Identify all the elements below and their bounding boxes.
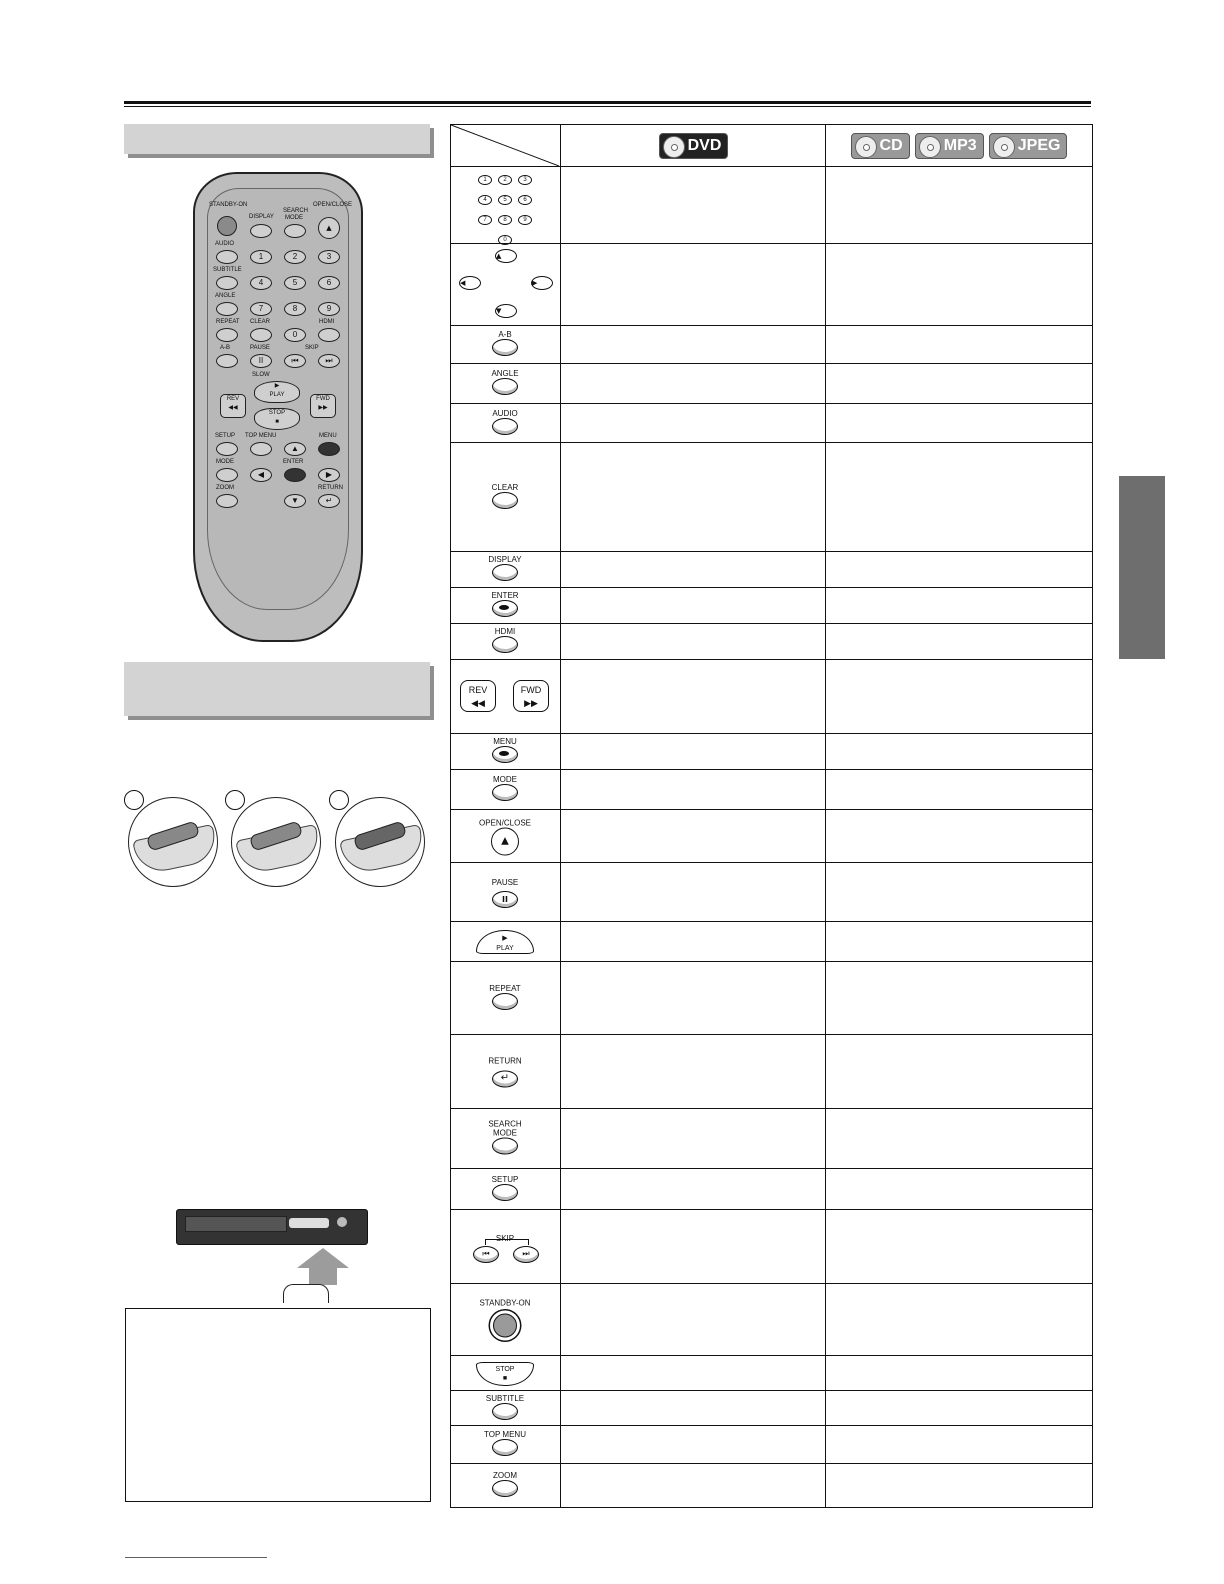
remote-label: PAUSE <box>250 345 270 351</box>
battery-step-illustration <box>335 797 425 887</box>
remote-key <box>216 328 238 342</box>
remote-label: A-B <box>220 345 231 351</box>
remote-label: ZOOM <box>216 485 234 491</box>
hdmi-button-icon <box>492 636 518 653</box>
remote-stop-key: STOP ■ <box>254 408 300 430</box>
mp3-badge <box>915 133 984 159</box>
remote-key <box>216 354 238 368</box>
remote-label: AUDIO <box>215 241 235 247</box>
display-label: DISPLAY <box>488 555 522 564</box>
remote-key: ↵ <box>318 494 340 508</box>
button-cell <box>451 922 559 962</box>
num-1: 1 <box>478 175 492 185</box>
remote-label: RETURN <box>318 485 343 491</box>
remote-label: PLAY <box>269 392 285 398</box>
remote-label: STOP <box>268 410 286 416</box>
button-cell <box>451 1210 559 1284</box>
remote-key: ▶ <box>318 468 340 482</box>
remote-key <box>216 302 238 316</box>
pause-label: PAUSE <box>491 877 519 887</box>
section-header-box <box>124 662 430 716</box>
clear-button-icon <box>492 492 518 509</box>
search-mode-label: MODE <box>493 1128 517 1138</box>
table-row <box>451 587 1092 624</box>
enter-button-icon <box>492 600 518 617</box>
remote-key <box>284 224 306 238</box>
repeat-button-icon <box>492 993 518 1010</box>
table-header-row <box>451 125 1092 166</box>
player-illustration <box>176 1209 368 1245</box>
button-cell <box>451 443 559 552</box>
table-row <box>451 325 1092 364</box>
button-cell <box>451 734 559 770</box>
skip-label: SKIP <box>495 1234 515 1243</box>
button-cell <box>451 770 559 810</box>
remote-key: ⏭ <box>318 354 340 368</box>
remote-key: ▼ <box>284 494 306 508</box>
remote-key <box>216 494 238 508</box>
num-6: 6 <box>518 195 532 205</box>
button-cell <box>451 660 559 734</box>
button-cell <box>451 810 559 863</box>
hdmi-label: HDMI <box>494 627 516 636</box>
remote-label: TOP MENU <box>245 433 277 439</box>
play-label: PLAY <box>496 945 514 952</box>
number-buttons-icon <box>451 166 559 246</box>
remote-label: SKIP <box>305 345 319 351</box>
pause-icon: II <box>492 891 518 908</box>
remote-label: REV <box>226 396 240 402</box>
cursor-down-icon: ▼ <box>495 304 517 318</box>
button-cell <box>451 588 559 624</box>
signal-arrow-stem <box>309 1267 337 1285</box>
fwd-button-icon: FWD ▶▶ <box>513 680 549 712</box>
jpeg-badge <box>989 133 1068 159</box>
remote-key <box>250 224 272 238</box>
table-row <box>451 733 1092 770</box>
disc-icon <box>663 136 685 158</box>
button-cell <box>451 167 559 244</box>
remote-label: HDMI <box>319 319 335 325</box>
table-row <box>451 551 1092 588</box>
remote-label: DISPLAY <box>249 214 274 220</box>
angle-button-icon <box>492 378 518 395</box>
button-cell <box>451 404 559 443</box>
num-2: 2 <box>498 175 512 185</box>
table-row <box>451 442 1092 552</box>
button-table <box>450 124 1093 1508</box>
stop-button-icon: STOP ■ <box>476 1362 534 1386</box>
zoom-label: ZOOM <box>493 1471 517 1480</box>
table-row <box>451 623 1092 660</box>
table-row <box>451 363 1092 404</box>
top-rule <box>124 101 1091 104</box>
menu-button-icon <box>492 746 518 763</box>
remote-key <box>216 276 238 290</box>
remote-key-4: 4 <box>250 276 272 290</box>
button-cell <box>451 1035 559 1109</box>
top-rule-thin <box>124 106 1091 107</box>
num-5: 5 <box>498 195 512 205</box>
eject-icon: ▲ <box>491 827 519 855</box>
remote-key <box>250 442 272 456</box>
table-row <box>451 1034 1092 1109</box>
button-cell <box>451 1284 559 1356</box>
cursor-left-icon: ◀ <box>459 276 481 290</box>
remote-key <box>318 328 340 342</box>
remote-key <box>250 328 272 342</box>
remote-key-0: 0 <box>284 328 306 342</box>
power-button-icon <box>493 1314 517 1338</box>
table-row <box>451 961 1092 1035</box>
mode-label: MODE <box>493 775 517 784</box>
table-row <box>451 1168 1092 1210</box>
remote-key <box>216 442 238 456</box>
remote-key <box>318 442 340 456</box>
button-cell <box>451 1169 559 1210</box>
note-box <box>125 1308 431 1502</box>
table-row <box>451 1108 1092 1169</box>
footer-link-line <box>125 1557 267 1558</box>
remote-key-2: 2 <box>284 250 306 264</box>
remote-key-1: 1 <box>250 250 272 264</box>
skip-bracket <box>485 1239 529 1245</box>
remote-label: STANDBY-ON <box>209 202 248 208</box>
disc-icon <box>919 136 941 158</box>
table-row <box>451 809 1092 863</box>
table-row <box>451 862 1092 922</box>
remote-label: ENTER <box>283 459 304 465</box>
jpeg-badge-label: JPEG <box>1017 136 1061 154</box>
button-cell <box>451 364 559 404</box>
search-label: SEARCH <box>488 1119 522 1129</box>
table-row <box>451 1283 1092 1356</box>
num-9: 9 <box>518 215 532 225</box>
remote-label: FWD <box>316 396 330 402</box>
remote-label: MENU <box>319 433 337 439</box>
num-7: 7 <box>478 215 492 225</box>
ab-button-icon <box>492 339 518 356</box>
remote-tip-illustration <box>283 1284 329 1303</box>
subtitle-button-icon <box>492 1403 518 1420</box>
table-row <box>451 1390 1092 1426</box>
remote-key-5: 5 <box>284 276 306 290</box>
step-marker <box>225 790 245 810</box>
remote-label: OPEN/CLOSE <box>313 202 353 208</box>
num-0: 0 <box>498 235 512 245</box>
remote-key-9: 9 <box>318 302 340 316</box>
remote-key: II <box>250 354 272 368</box>
remote-label: MODE <box>216 459 234 465</box>
remote-label: SLOW <box>252 372 270 378</box>
table-row <box>451 1209 1092 1284</box>
button-cell <box>451 244 559 326</box>
side-tab <box>1119 476 1165 659</box>
return-label: RETURN <box>488 1056 522 1066</box>
search-mode-button-icon <box>492 1138 518 1155</box>
button-cell <box>451 624 559 660</box>
remote-label: REPEAT <box>216 319 240 325</box>
header-corner-cell <box>451 125 559 166</box>
num-4: 4 <box>478 195 492 205</box>
audio-label: AUDIO <box>492 408 518 418</box>
signal-arrow <box>297 1248 349 1268</box>
remote-key-7: 7 <box>250 302 272 316</box>
table-row <box>451 921 1092 962</box>
display-button-icon <box>492 564 518 581</box>
fwd-label: FWD <box>520 685 542 695</box>
remote-standby-key <box>217 216 237 236</box>
setup-button-icon <box>492 1184 518 1201</box>
audio-button-icon <box>492 418 518 435</box>
remote-rev-key: REV ◀◀ <box>220 394 246 418</box>
remote-label: ANGLE <box>215 293 236 299</box>
remote-key-6: 6 <box>318 276 340 290</box>
table-row <box>451 243 1092 326</box>
cd-badge <box>851 133 910 159</box>
remote-label: SEARCH MODE <box>283 208 309 221</box>
table-row <box>451 166 1092 244</box>
remote-key: ⏮ <box>284 354 306 368</box>
remote-key: ◀ <box>250 468 272 482</box>
table-row <box>451 1463 1092 1508</box>
table-row <box>451 659 1092 734</box>
remote-key-3: 3 <box>318 250 340 264</box>
step-marker <box>124 790 144 810</box>
button-cell <box>451 326 559 364</box>
cursor-up-icon: ▲ <box>495 249 517 263</box>
table-row <box>451 1425 1092 1464</box>
angle-label: ANGLE <box>491 369 519 378</box>
button-cell <box>451 1109 559 1169</box>
setup-label: SETUP <box>491 1174 519 1184</box>
remote-key <box>284 468 306 482</box>
battery-step-illustration <box>231 797 321 887</box>
dvd-badge <box>659 133 729 159</box>
remote-label: CLEAR <box>250 319 271 325</box>
remote-key: ▲ <box>284 442 306 456</box>
mode-button-icon <box>492 784 518 801</box>
cd-badge-label: CD <box>879 136 903 154</box>
step-marker <box>329 790 349 810</box>
button-cell <box>451 962 559 1035</box>
battery-step-illustration <box>128 797 218 887</box>
cursor-right-icon: ▶ <box>531 276 553 290</box>
button-cell <box>451 1391 559 1426</box>
mp3-badge-label: MP3 <box>943 136 977 154</box>
repeat-label: REPEAT <box>489 983 521 993</box>
disc-icon <box>993 136 1015 158</box>
menu-label: MENU <box>493 737 517 746</box>
table-row <box>451 769 1092 810</box>
dvd-badge-label: DVD <box>687 136 722 154</box>
table-row <box>451 403 1092 443</box>
play-button-icon: ▶ PLAY <box>476 930 534 954</box>
button-cell <box>451 552 559 588</box>
ab-label: A-B <box>498 330 512 339</box>
subtitle-label: SUBTITLE <box>485 1393 525 1403</box>
remote-open-key: ▲ <box>318 217 340 239</box>
rev-button-icon: REV ◀◀ <box>460 680 496 712</box>
rev-label: REV <box>468 685 488 695</box>
num-8: 8 <box>498 215 512 225</box>
button-cell <box>451 1426 559 1464</box>
remote-play-key: ▶ PLAY <box>254 381 300 403</box>
stop-label: STOP <box>495 1365 515 1373</box>
num-3: 3 <box>518 175 532 185</box>
disc-icon <box>855 136 877 158</box>
top-menu-button-icon <box>492 1439 518 1456</box>
open-close-label: OPEN/CLOSE <box>478 818 531 827</box>
header-dvd-cell <box>560 125 826 166</box>
button-cell <box>451 1356 559 1391</box>
skip-forward-icon: ⏭ <box>513 1246 539 1263</box>
header-cd-cell <box>825 125 1092 166</box>
remote-key-8: 8 <box>284 302 306 316</box>
standby-on-label: STANDBY-ON <box>479 1298 531 1308</box>
remote-label: SETUP <box>215 433 236 439</box>
skip-back-icon: ⏮ <box>473 1246 499 1263</box>
return-icon: ↵ <box>492 1071 518 1088</box>
remote-key <box>216 468 238 482</box>
button-cell <box>451 1464 559 1508</box>
top-menu-label: TOP MENU <box>484 1430 526 1439</box>
remote-fwd-key: FWD ▶▶ <box>310 394 336 418</box>
zoom-button-icon <box>492 1480 518 1497</box>
clear-label: CLEAR <box>491 482 519 492</box>
remote-key <box>216 250 238 264</box>
section-header-box <box>124 124 430 154</box>
table-row <box>451 1355 1092 1391</box>
button-cell <box>451 863 559 922</box>
enter-label: ENTER <box>491 591 519 600</box>
remote-label: SUBTITLE <box>213 267 242 273</box>
